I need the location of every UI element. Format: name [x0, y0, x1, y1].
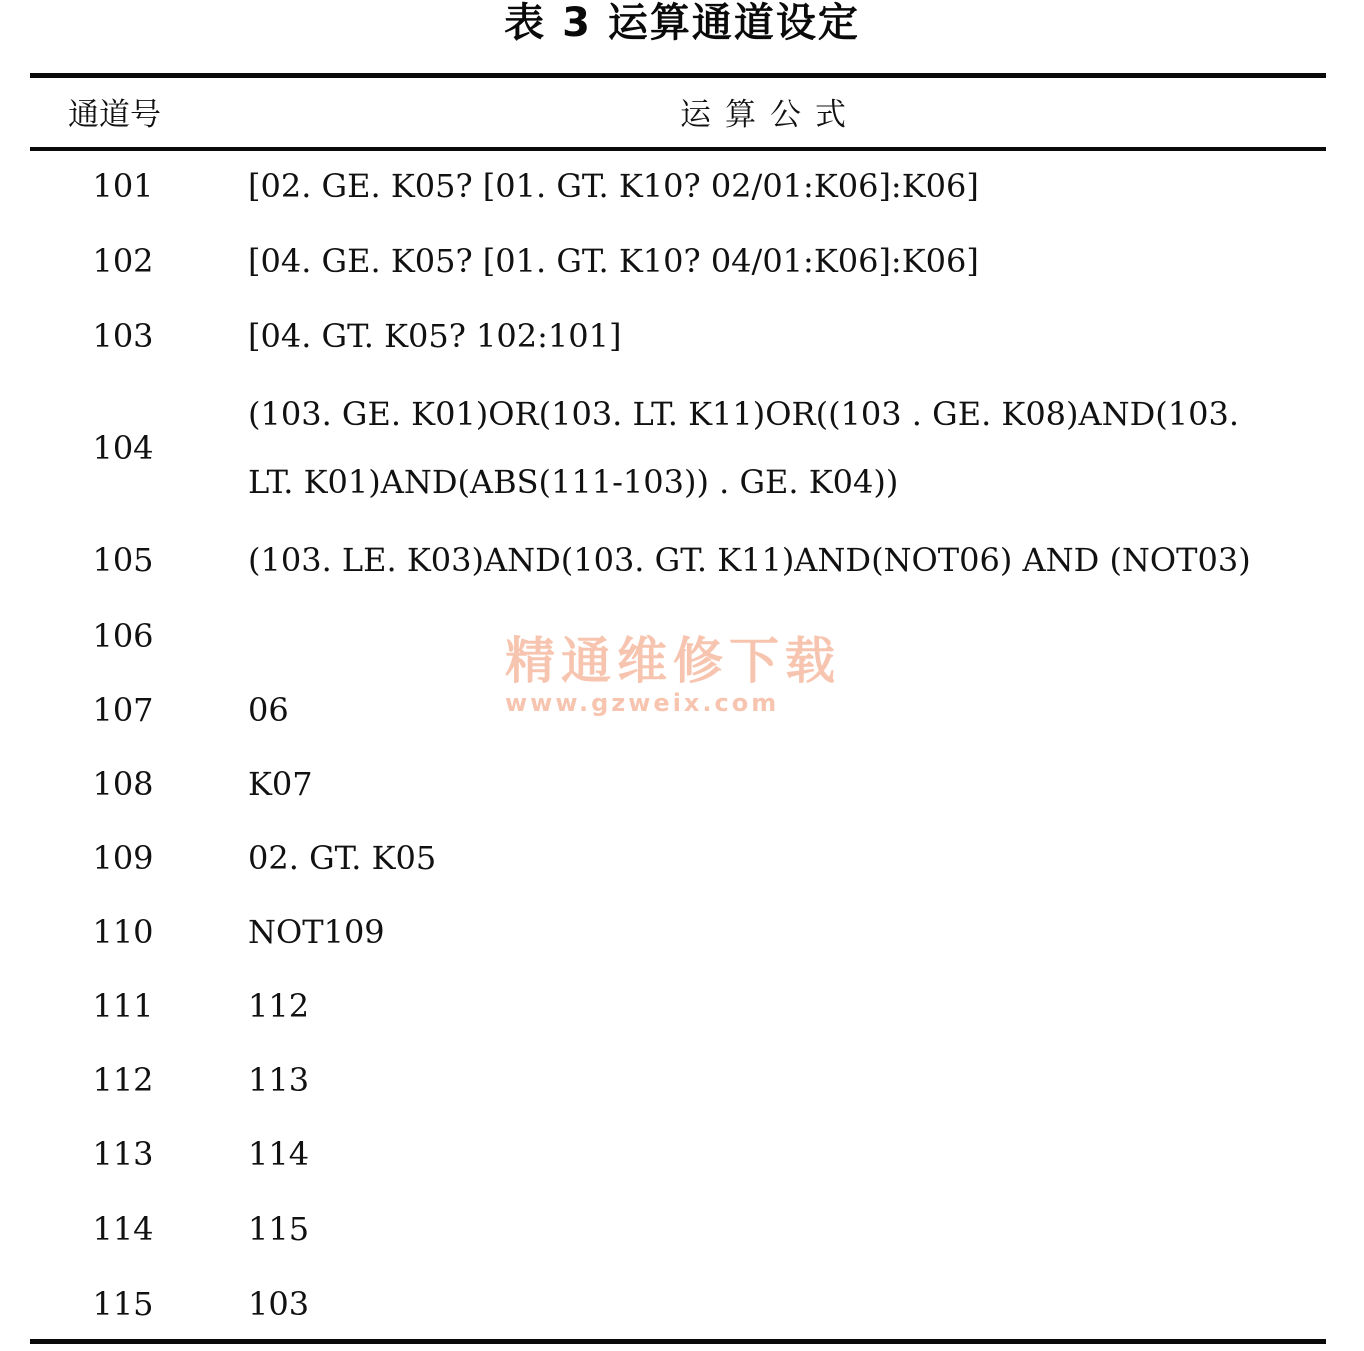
row-formula: [04. GE. K05? [01. GT. K10? 04/01:K06]:K06]	[248, 242, 979, 280]
row-formula: [04. GT. K05? 102:101]	[248, 317, 622, 355]
row-channel: 107	[92, 691, 154, 729]
row-formula: 114	[248, 1135, 310, 1173]
header-formula: 运算公式	[680, 97, 860, 133]
row-channel: 101	[92, 167, 154, 205]
row-channel: 103	[92, 317, 154, 355]
row-channel: 105	[92, 541, 154, 579]
header-channel: 通道号	[68, 97, 161, 133]
row-channel: 104	[92, 429, 154, 467]
bottom-rule	[30, 1339, 1326, 1344]
row-formula: 112	[248, 987, 310, 1025]
row-channel: 112	[92, 1061, 154, 1099]
row-channel: 115	[92, 1285, 154, 1323]
row-formula: [02. GE. K05? [01. GT. K10? 02/01:K06]:K06]	[248, 167, 979, 205]
row-formula: 02. GT. K05	[248, 839, 437, 877]
row-channel: 111	[92, 987, 154, 1025]
row-formula: K07	[248, 765, 313, 803]
table-title: 表 3 运算通道设定	[504, 0, 860, 46]
row-channel: 110	[92, 913, 154, 951]
watermark-text: 精通维修下载	[505, 632, 841, 690]
row-formula: (103. GE. K01)OR(103. LT. K11)OR((103 . GE. K08)AND(103.	[248, 395, 1240, 433]
row-channel: 108	[92, 765, 154, 803]
row-channel: 109	[92, 839, 154, 877]
row-channel: 114	[92, 1210, 154, 1248]
row-channel: 102	[92, 242, 154, 280]
row-formula: 113	[248, 1061, 310, 1099]
row-channel: 106	[92, 617, 154, 655]
row-formula: (103. LE. K03)AND(103. GT. K11)AND(NOT06) AND (NOT03)	[248, 541, 1251, 579]
row-formula: 06	[248, 691, 289, 729]
row-formula: LT. K01)AND(ABS(111-103)) . GE. K04))	[248, 463, 899, 501]
row-formula: 115	[248, 1210, 310, 1248]
row-channel: 113	[92, 1135, 154, 1173]
row-formula: 103	[248, 1285, 310, 1323]
watermark-url: www.gzweix.com	[505, 689, 780, 717]
row-formula: NOT109	[248, 913, 385, 951]
